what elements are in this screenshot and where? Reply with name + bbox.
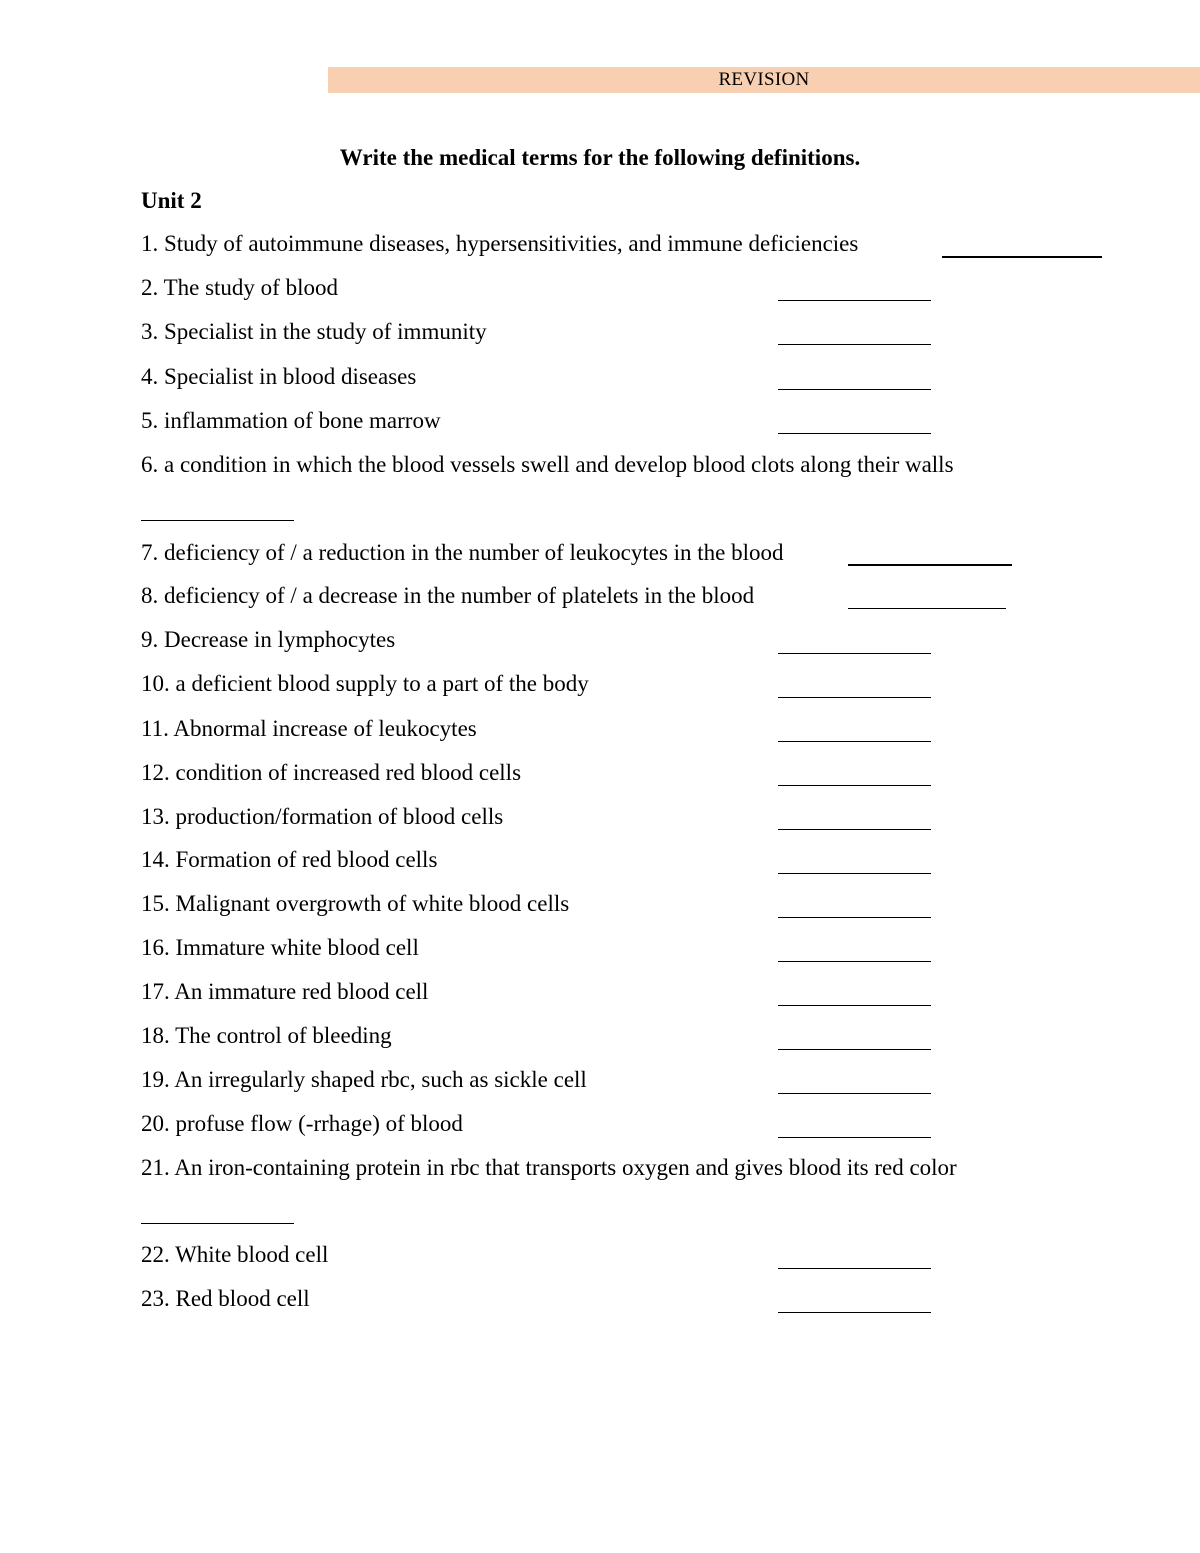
question-10: 10. a deficient blood supply to a part of the body	[141, 671, 589, 696]
question-9: 9. Decrease in lymphocytes	[141, 627, 396, 652]
unit-heading: Unit 2	[141, 188, 202, 213]
question-4: 4. Specialist in blood diseases	[141, 364, 417, 389]
answer-blank-4[interactable]	[778, 389, 931, 390]
answer-blank-16[interactable]	[778, 961, 931, 962]
question-12: 12. condition of increased red blood cells	[141, 760, 522, 785]
question-11: 11. Abnormal increase of leukocytes	[141, 716, 477, 741]
question-17: 17. An immature red blood cell	[141, 979, 429, 1004]
question-6: 6. a condition in which the blood vessels swell and develop blood clots along their walls	[141, 452, 954, 477]
question-19: 19. An irregularly shaped rbc, such as sickle cell	[141, 1067, 587, 1092]
answer-blank-3[interactable]	[778, 344, 931, 345]
answer-blank-8[interactable]	[848, 608, 1006, 609]
question-14: 14. Formation of red blood cells	[141, 847, 438, 872]
answer-blank-13[interactable]	[778, 829, 931, 830]
question-3: 3. Specialist in the study of immunity	[141, 319, 487, 344]
question-15: 15. Malignant overgrowth of white blood cells	[141, 891, 570, 916]
answer-blank-7[interactable]	[848, 564, 1012, 566]
answer-blank-18[interactable]	[778, 1049, 931, 1050]
answer-blank-12[interactable]	[778, 785, 931, 786]
answer-blank-17[interactable]	[778, 1005, 931, 1006]
question-2: 2. The study of blood	[141, 275, 338, 300]
question-22: 22. White blood cell	[141, 1242, 329, 1267]
question-21: 21. An iron-containing protein in rbc that transports oxygen and gives blood its red color	[141, 1155, 957, 1180]
answer-blank-19[interactable]	[778, 1093, 931, 1094]
answer-blank-21[interactable]	[141, 1223, 294, 1224]
answer-blank-15[interactable]	[778, 917, 931, 918]
question-1: 1. Study of autoimmune diseases, hypersensitivities, and immune deficiencies	[141, 231, 859, 256]
answer-blank-2[interactable]	[778, 300, 931, 301]
answer-blank-10[interactable]	[778, 697, 931, 698]
answer-blank-5[interactable]	[778, 433, 931, 434]
question-8: 8. deficiency of / a decrease in the number of platelets in the blood	[141, 583, 755, 608]
question-5: 5. inflammation of bone marrow	[141, 408, 441, 433]
question-16: 16. Immature white blood cell	[141, 935, 419, 960]
question-18: 18. The control of bleeding	[141, 1023, 392, 1048]
answer-blank-1[interactable]	[942, 256, 1102, 258]
question-13: 13. production/formation of blood cells	[141, 804, 504, 829]
answer-blank-22[interactable]	[778, 1268, 931, 1269]
question-7: 7. deficiency of / a reduction in the number of leukocytes in the blood	[141, 540, 784, 565]
worksheet-title: Write the medical terms for the following definitions.	[339, 145, 861, 170]
answer-blank-11[interactable]	[778, 741, 931, 742]
answer-blank-20[interactable]	[778, 1137, 931, 1138]
answer-blank-9[interactable]	[778, 653, 931, 654]
question-20: 20. profuse flow (-rrhage) of blood	[141, 1111, 463, 1136]
revision-header-label: REVISION	[718, 69, 810, 90]
question-23: 23. Red blood cell	[141, 1286, 310, 1311]
answer-blank-6[interactable]	[141, 520, 294, 521]
answer-blank-14[interactable]	[778, 873, 931, 874]
answer-blank-23[interactable]	[778, 1312, 931, 1313]
